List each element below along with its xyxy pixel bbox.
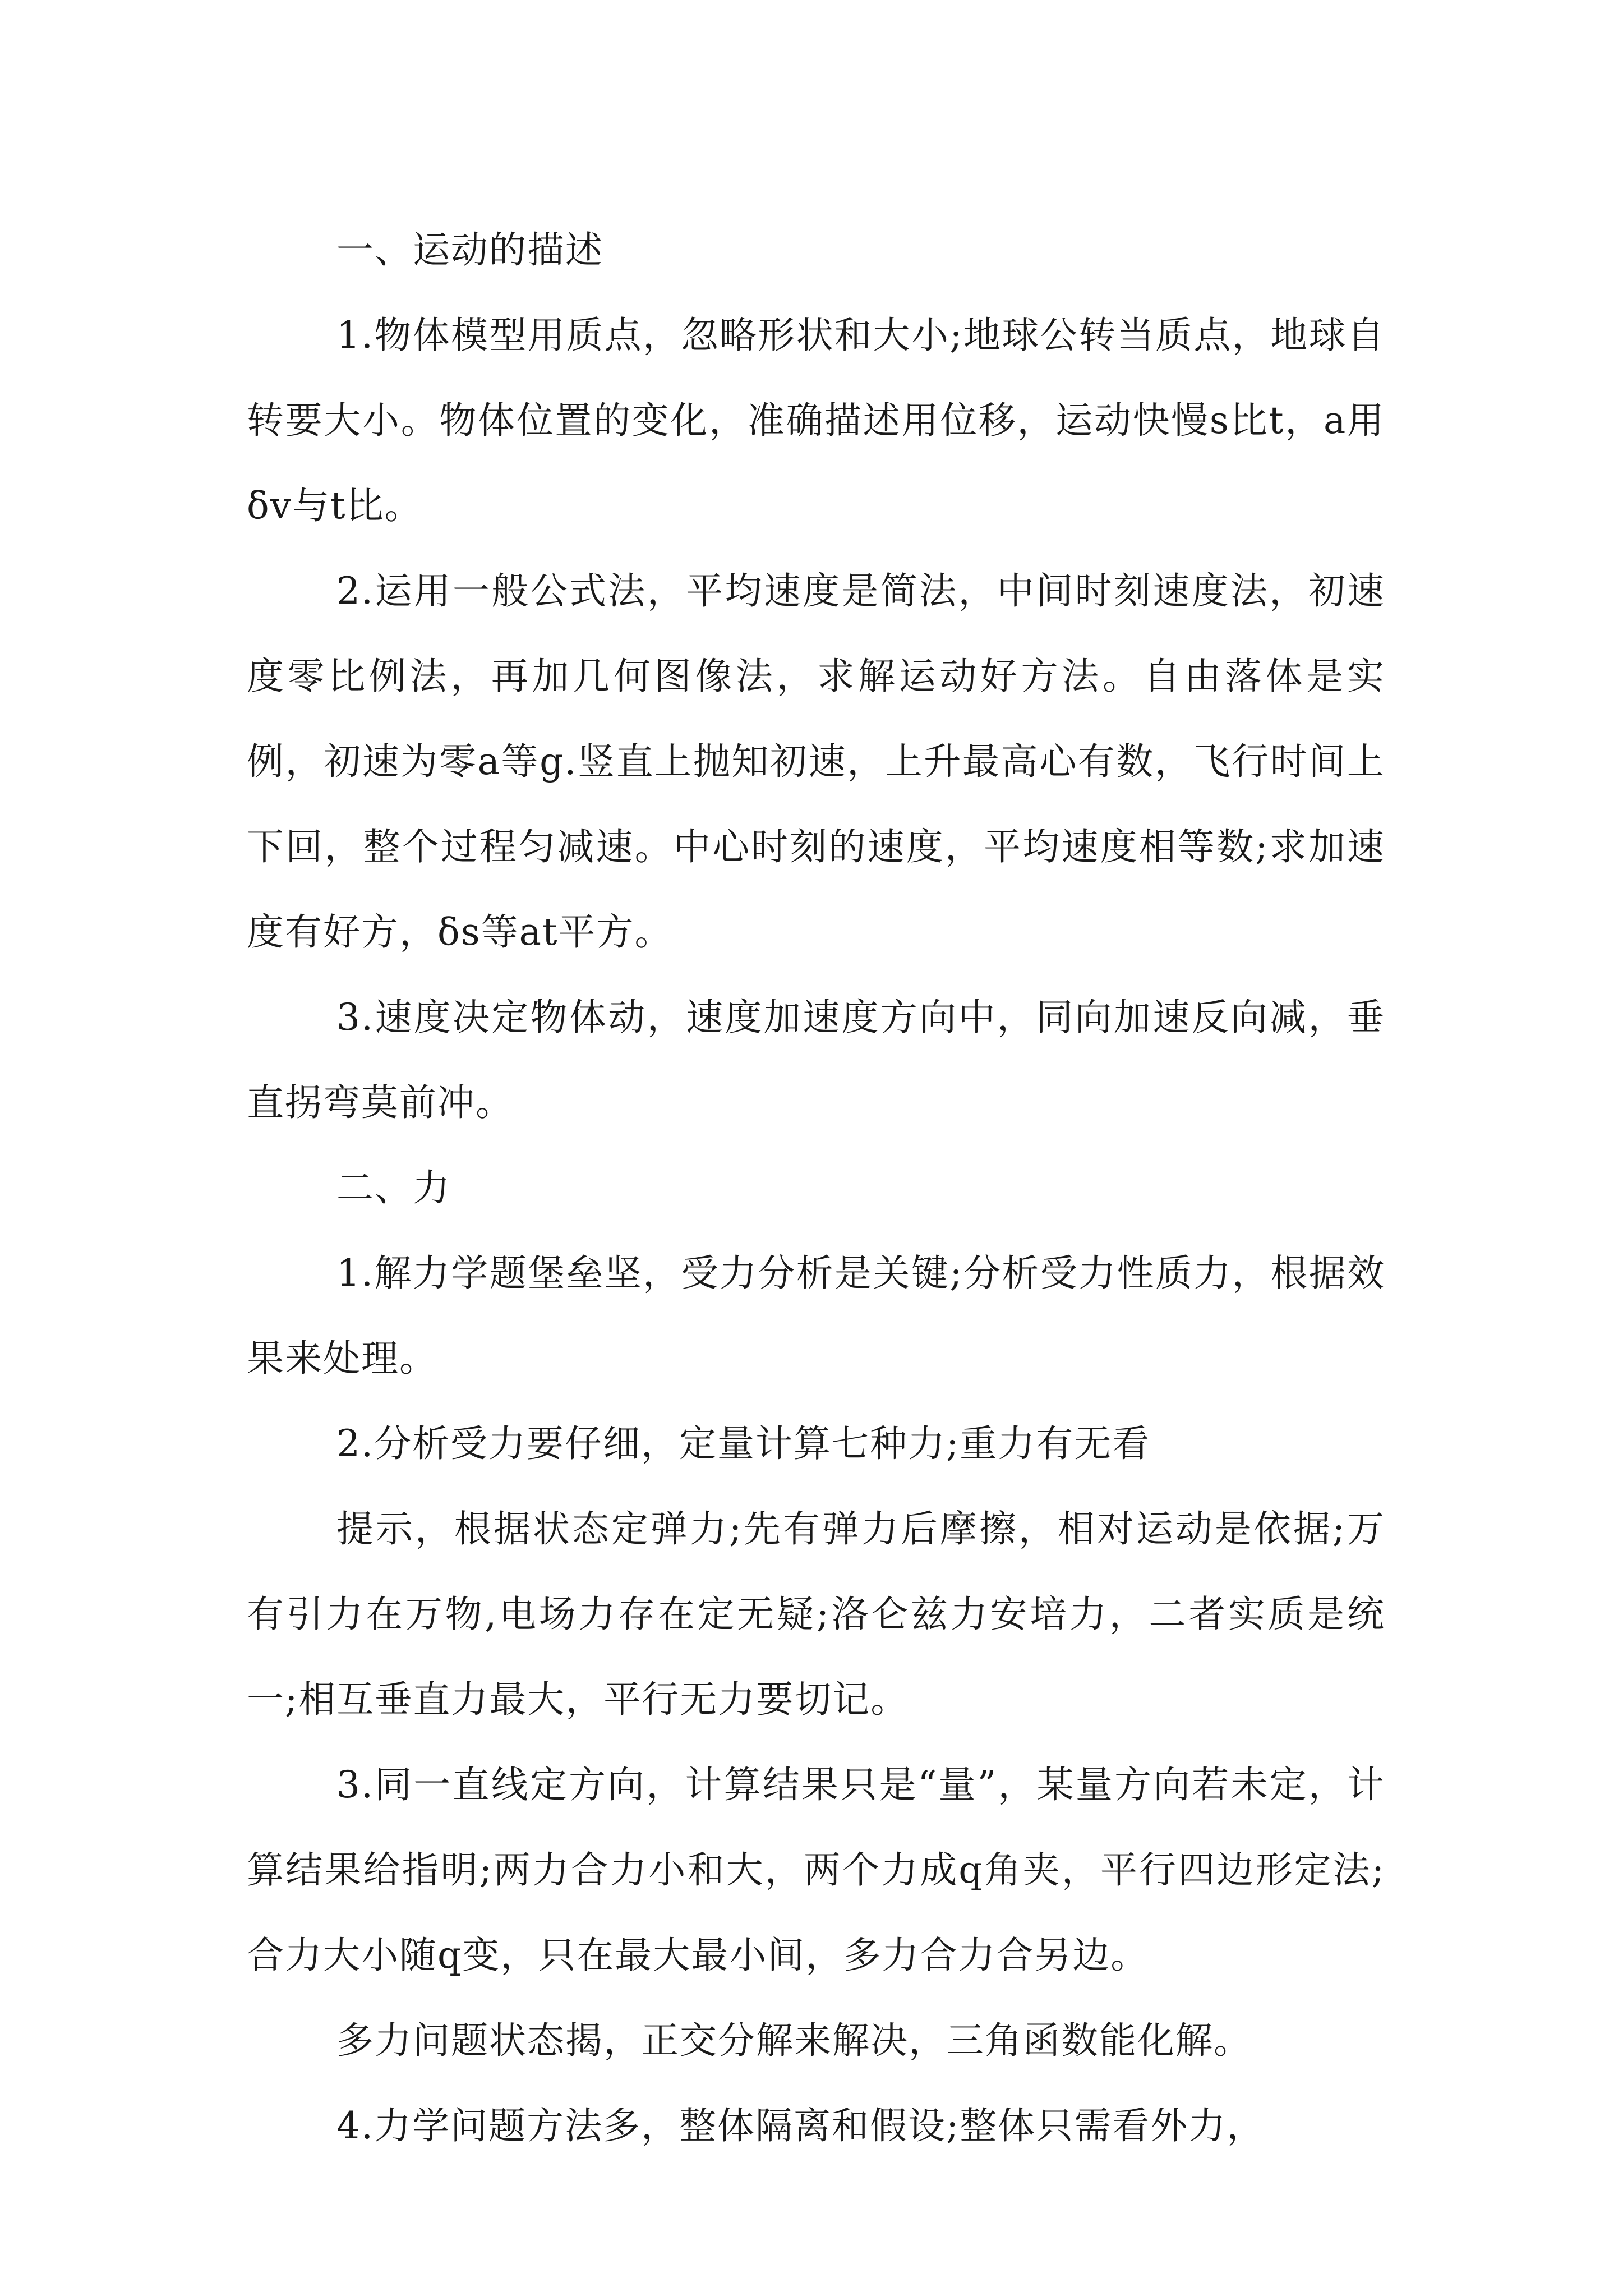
paragraph-motion-3: 3.速度决定物体动，速度加速度方向中，同向加速反向减，垂直拐弯莫前冲。 (247, 996, 1385, 1124)
paragraph-force-2-cont: 提示，根据状态定弹力;先有弹力后摩擦，相对运动是依据;万有引力在万物,电场力存在定无疑;洛仑兹力安培力，二者实质是统一;相互垂直力最大，平行无力要切记。 (247, 1507, 1385, 1721)
paragraph-force-2: 2.分析受力要仔细，定量计算七种力;重力有无看 (336, 1422, 1151, 1465)
document-body (247, 208, 1385, 2169)
paragraph-force-3-cont: 多力问题状态揭，正交分解来解决，三角函数能化解。 (336, 2019, 1252, 2062)
paragraph-motion-1: 1.物体模型用质点，忽略形状和大小;地球公转当质点，地球自转要大小。物体位置的变化，准确描述用位移，运动快慢s比t，a用δv与t比。 (247, 314, 1385, 527)
section-heading-force: 二、力 (336, 1166, 451, 1209)
paragraph-force-3: 3.同一直线定方向，计算结果只是“量”，某量方向若未定，计算结果给指明;两力合力小和大，两个力成q角夹，平行四边形定法;合力大小随q变，只在最大最小间，多力合力合另边。 (247, 1763, 1385, 1977)
section-heading-motion: 一、运动的描述 (336, 228, 603, 272)
paragraph-force-1: 1.解力学题堡垒坚，受力分析是关键;分析受力性质力，根据效果来处理。 (247, 1251, 1385, 1380)
paragraph-force-4: 4.力学问题方法多，整体隔离和假设;整体只需看外力， (336, 2104, 1265, 2147)
paragraph-motion-2: 2.运用一般公式法，平均速度是简法，中间时刻速度法，初速度零比例法，再加几何图像法，求解运动好方法。自由落体是实例，初速为零a等g.竖直上抛知初速，上升最高心有数，飞行时间上下回，整个过程匀减速。中心时刻的速度，平均速度相等数;求加速度有好方，δs等at平方。 (247, 569, 1385, 954)
